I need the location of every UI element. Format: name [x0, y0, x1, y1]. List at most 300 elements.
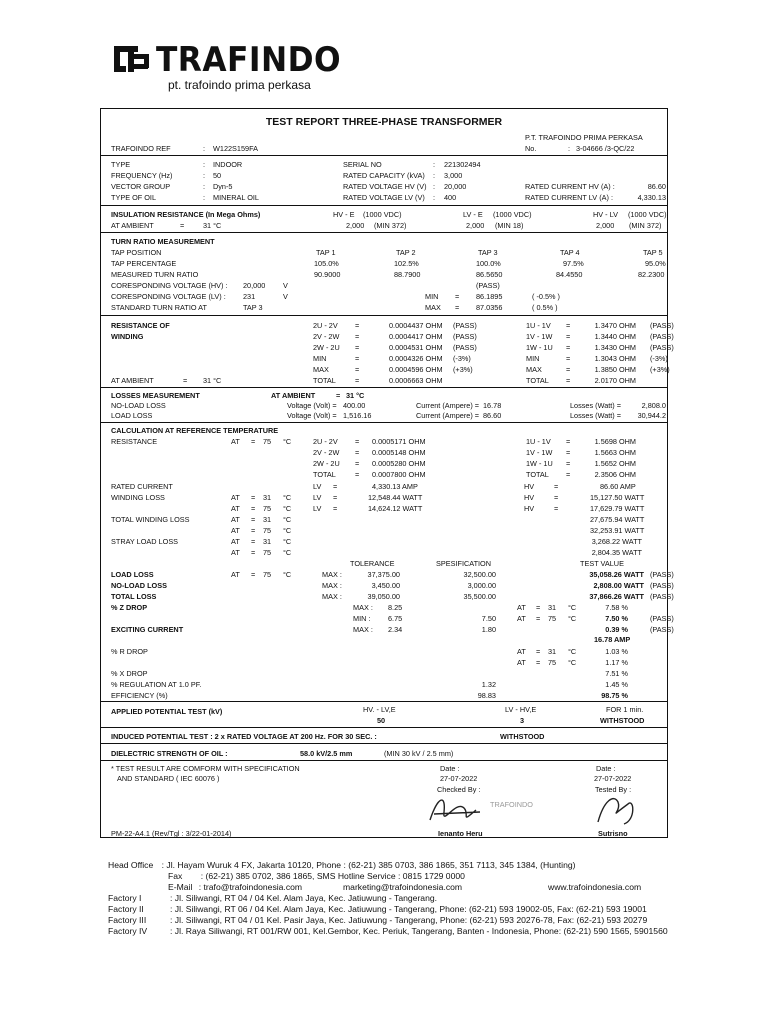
hve-min: (MIN 372) — [374, 221, 407, 230]
losses-ambient-value: 31 °C — [346, 391, 365, 400]
z-drop-label: % Z DROP — [111, 603, 148, 612]
equals: = — [355, 448, 360, 457]
footer-label: Fax — [168, 871, 183, 881]
turn-row-label: STANDARD TURN RATIO AT — [111, 303, 207, 312]
max-value: 87.0356 — [476, 303, 503, 312]
tap-percentage: 95.0% — [645, 259, 666, 268]
noload-loss-test: 2,808.00 WATT — [593, 581, 644, 590]
dielectric-label: DIELECTRIC STRENGTH OF OIL : — [111, 749, 228, 758]
divider — [100, 701, 668, 702]
noload-loss-tol: 3,450.00 — [371, 581, 400, 590]
stamp-text: TRAFOINDO — [490, 800, 533, 809]
at-label: AT — [517, 614, 526, 623]
voltage-label: Voltage (Volt) = — [287, 411, 337, 420]
turn-row-label: TAP PERCENTAGE — [111, 259, 177, 268]
tap-ratio: 86.5650 — [476, 270, 503, 279]
equals: = — [355, 365, 360, 374]
checked-by-label: Checked By : — [437, 785, 481, 794]
tap-position: TAP 5 — [643, 248, 663, 257]
tap-position: TAP 4 — [560, 248, 580, 257]
max-label: MAX : — [322, 581, 342, 590]
deg: °C — [283, 548, 292, 557]
colon: : — [433, 182, 436, 191]
footer-text: : Jl. Siliwangi, RT 04 / 01 Kel. Pasir Jaya, Kec. Jatiuwung - Tangerang, Phone: (62-21) 593 20276-78, Fax: (62-21) 593 20279 — [170, 915, 648, 925]
colon: : — [203, 160, 206, 169]
equals: = — [251, 437, 256, 446]
report-no-label: No. — [525, 144, 537, 153]
equals: = — [251, 548, 256, 557]
web-link[interactable]: www.trafoindonesia.com — [548, 882, 642, 892]
email-link[interactable]: : trafo@trafoindonesia.com — [198, 882, 303, 892]
equals: = — [333, 493, 338, 502]
type-label: TYPE — [111, 160, 131, 169]
total-loss-tol: 39,050.00 — [367, 592, 400, 601]
equals: = — [251, 526, 256, 535]
calc-hv-value: 0.0005280 OHM — [372, 459, 426, 468]
current-load: 86.60 — [483, 411, 502, 420]
calc-resistance: RESISTANCE — [111, 437, 158, 446]
equals: = — [536, 658, 541, 667]
lve-label: LV - E — [463, 210, 483, 219]
unit: V — [283, 292, 288, 301]
footer-text: : Jl. Hayam Wuruk 4 FX, Jakarta 10120, Phone : (62-21) 385 0703, 386 1865, 351 7113, 345 1384, (Hunting) — [161, 860, 576, 870]
email-link-2[interactable]: marketing@trafoindonesia.com — [343, 882, 463, 892]
capacity-value: 3,000 — [444, 171, 463, 180]
footer-factory-2 — [108, 904, 647, 915]
equals: = — [355, 343, 360, 352]
winding-loss-lv-31: 12,548.44 WATT — [368, 493, 423, 502]
at-label: AT — [517, 658, 526, 667]
hvlv-test: (1000 VDC) — [628, 210, 667, 219]
noload-loss-spec: 3,000.00 — [467, 581, 496, 590]
footer-factory-4 — [108, 926, 668, 937]
losses-load: 30,944.2 — [637, 411, 666, 420]
equals: = — [554, 482, 559, 491]
winding-hv-value: 0.0006663 OHM — [389, 376, 443, 385]
trafindo-logo-icon — [114, 44, 152, 76]
r-drop-label: % R DROP — [111, 647, 148, 656]
winding-title: RESISTANCE OF — [111, 321, 170, 330]
lve-min: (MIN 18) — [495, 221, 524, 230]
max-label: MAX : — [353, 625, 373, 634]
temp: 75 — [263, 437, 272, 446]
temp: 31 — [263, 515, 272, 524]
equals: = — [536, 647, 541, 656]
winding-lv-value: 1.3430 OHM — [594, 343, 636, 352]
equals: = — [251, 493, 256, 502]
equals: = — [566, 343, 571, 352]
calc-lv-value: 1.5663 OHM — [594, 448, 636, 457]
pass: (PASS) — [650, 625, 674, 634]
at-label: AT — [231, 526, 240, 535]
calc-hv-key: 2W - 2U — [313, 459, 340, 468]
turn-row-label: TAP POSITION — [111, 248, 162, 257]
at-label: AT — [517, 603, 526, 612]
tap-ratio: 82.2300 — [638, 270, 665, 279]
winding-lv-status: (+3%) — [650, 365, 670, 374]
equals: = — [566, 354, 571, 363]
noload-loss-label: NO-LOAD LOSS — [111, 581, 167, 590]
ref-label: TRAFOINDO REF — [111, 144, 171, 153]
hv-voltage: 20,000 — [243, 281, 266, 290]
min-label: MIN — [425, 292, 439, 301]
efficiency-label: EFFICIENCY (%) — [111, 691, 168, 700]
hvlv-value: 2,000 — [596, 221, 615, 230]
efficiency-spec: 98.83 — [477, 691, 496, 700]
at-label: AT — [231, 493, 240, 502]
temp: 75 — [263, 504, 272, 513]
max-label: MAX — [425, 303, 441, 312]
voltage-noload: 400.00 — [343, 401, 366, 410]
winding-hv-key: 2U - 2V — [313, 321, 338, 330]
tap-percentage: 102.5% — [394, 259, 419, 268]
equals: = — [180, 221, 185, 230]
hv-key: HV — [524, 482, 535, 491]
total-loss-label: TOTAL LOSS — [111, 592, 157, 601]
tap-percentage: 97.5% — [563, 259, 584, 268]
insulation-ambient-value: 31 °C — [203, 221, 222, 230]
winding-lv-value: 1.3440 OHM — [594, 332, 636, 341]
applied-label: APPLIED POTENTIAL TEST (kV) — [111, 707, 223, 716]
losses-noload: 2,808.0 — [641, 401, 666, 410]
winding-hv-status: (PASS) — [453, 321, 477, 330]
temp: 31 — [263, 493, 272, 502]
winding-loss-hv-31: 15,127.50 WATT — [590, 493, 645, 502]
equals: = — [355, 470, 360, 479]
spec-header: SPESIFICATION — [436, 559, 492, 568]
total-winding-loss-label: TOTAL WINDING LOSS — [111, 515, 190, 524]
ex-spec: 1.80 — [481, 625, 496, 634]
current-label: Current (Ampere) = — [416, 401, 480, 410]
winding-hv-key: MIN — [313, 354, 327, 363]
colon: : — [203, 171, 206, 180]
ilv-value: 4,330.13 — [637, 193, 666, 202]
footer-fax — [168, 871, 465, 882]
vector-label: VECTOR GROUP — [111, 182, 171, 191]
current-label: Current (Ampere) = — [416, 411, 480, 420]
std-tap: TAP 3 — [243, 303, 263, 312]
insulation-title: INSULATION RESISTANCE (In Mega Ohms) — [111, 210, 261, 219]
calc-hv-value: 0.0005148 OHM — [372, 448, 426, 457]
colon: : — [433, 160, 436, 169]
temp: 75 — [263, 526, 272, 535]
winding-lv-status: (-3%) — [650, 354, 668, 363]
winding-hv-value: 0.0004417 OHM — [389, 332, 443, 341]
date-label: Date : — [440, 764, 460, 773]
tap-ratio: 84.4550 — [556, 270, 583, 279]
tap-position: TAP 3 — [478, 248, 498, 257]
colon: : — [433, 171, 436, 180]
hve-value: 2,000 — [346, 221, 365, 230]
divider — [100, 205, 668, 206]
winding-lv-value: 1.3043 OHM — [594, 354, 636, 363]
losses-ambient-label: AT AMBIENT — [271, 391, 316, 400]
lv-value: 400 — [444, 193, 457, 202]
deg: °C — [283, 537, 292, 546]
turn-row-label: CORESPONDING VOLTAGE (HV) : — [111, 281, 228, 290]
load-loss-label: LOAD LOSS — [111, 570, 154, 579]
company-name: P.T. TRAFOINDO PRIMA PERKASA — [525, 133, 643, 142]
winding-hv-value: 0.0004596 OHM — [389, 365, 443, 374]
form-code: PM-22-A4.1 (Rev/Tgl : 3/22-01-2014) — [111, 829, 232, 838]
hvlv-label: HV - LV — [593, 210, 619, 219]
calc-lv-value: 1.5698 OHM — [594, 437, 636, 446]
equals: = — [554, 504, 559, 513]
x-drop-label: % X DROP — [111, 669, 148, 678]
divider — [100, 315, 668, 316]
winding-lv-status: (PASS) — [650, 321, 674, 330]
r-75: 1.17 % — [605, 658, 628, 667]
equals: = — [566, 459, 571, 468]
winding-hv-key: 2W - 2U — [313, 343, 340, 352]
max-tolerance: ( 0.5% ) — [532, 303, 558, 312]
dielectric-min: (MIN 30 kV / 2.5 mm) — [384, 749, 454, 758]
oil-value: MINERAL OIL — [213, 193, 259, 202]
hve-label: HV - E — [333, 210, 355, 219]
capacity-label: RATED CAPACITY (kVA) — [343, 171, 425, 180]
divider — [100, 727, 668, 728]
winding-lv-key: MAX — [526, 365, 542, 374]
at-label: AT — [231, 548, 240, 557]
hv-value: 20,000 — [444, 182, 467, 191]
winding-lv-key: TOTAL — [526, 376, 549, 385]
equals: = — [183, 376, 188, 385]
current-noload: 16.78 — [483, 401, 502, 410]
load-loss-test: 35,058.26 WATT — [589, 570, 644, 579]
equals: = — [455, 303, 460, 312]
ref-value: W122S159FA — [213, 144, 259, 153]
voltage-label: Voltage (Volt) = — [287, 401, 337, 410]
equals: = — [355, 376, 360, 385]
winding-hv-value: 0.0004326 OHM — [389, 354, 443, 363]
at-label: AT — [231, 570, 240, 579]
deg: °C — [568, 658, 577, 667]
x-drop-value: 7.51 % — [605, 669, 628, 678]
winding-lv-key: MIN — [526, 354, 540, 363]
losses-title: LOSSES MEASUREMENT — [111, 391, 200, 400]
hvlv-min: (MIN 372) — [629, 221, 662, 230]
equals: = — [355, 321, 360, 330]
lv-key: LV — [313, 493, 322, 502]
deg: °C — [283, 504, 292, 513]
equals: = — [566, 470, 571, 479]
calc-lv-value: 2.3506 OHM — [594, 470, 636, 479]
tap-position: TAP 1 — [316, 248, 336, 257]
unit: V — [283, 281, 288, 290]
pass: (PASS) — [650, 581, 674, 590]
deg: °C — [568, 614, 577, 623]
winding-lv-status: (PASS) — [650, 343, 674, 352]
max-label: MAX : — [322, 570, 342, 579]
equals: = — [251, 504, 256, 513]
report-no-value: 3-04666 /3-QC/22 — [576, 144, 635, 153]
equals: = — [333, 504, 338, 513]
winding-hv-status: (PASS) — [453, 332, 477, 341]
calc-hv-key: 2V - 2W — [313, 448, 340, 457]
footer-text: : Jl. Siliwangi, RT 04 / 04 Kel. Alam Jaya, Kec. Jatiuwung - Tangerang. — [170, 893, 438, 903]
calc-lv-key: 1U - 1V — [526, 437, 551, 446]
min-tolerance: ( -0.5% ) — [532, 292, 560, 301]
hve-test: (1000 VDC) — [363, 210, 402, 219]
winding-loss-lv-75: 14,624.12 WATT — [368, 504, 423, 513]
ex-amp: 16.78 AMP — [594, 635, 631, 644]
colon: : — [203, 193, 206, 202]
winding-lv-key: 1W - 1U — [526, 343, 553, 352]
winding-lv-status: (PASS) — [650, 332, 674, 341]
ref-colon: : — [203, 144, 206, 153]
divider — [100, 387, 668, 388]
lv-key: LV — [313, 504, 322, 513]
min-label: MIN : — [353, 614, 371, 623]
r-31: 1.03 % — [605, 647, 628, 656]
footer-label: Factory IV — [108, 926, 148, 936]
equals: = — [336, 391, 341, 400]
pass: (PASS) — [650, 592, 674, 601]
calc-lv-key: 1V - 1W — [526, 448, 553, 457]
lv-label: RATED VOLTAGE LV (V) — [343, 193, 425, 202]
z-31: 7.58 % — [605, 603, 628, 612]
applied-lv-value: 3 — [520, 716, 525, 725]
exciting-current-label: EXCITING CURRENT — [111, 625, 184, 634]
deg: °C — [283, 570, 292, 579]
regulation-value: 1.45 % — [605, 680, 628, 689]
colon: : — [433, 193, 436, 202]
induced-label: INDUCED POTENTIAL TEST : 2 x RATED VOLTAGE AT 200 Hz. FOR 30 SEC. : — [111, 732, 377, 741]
equals: = — [566, 376, 571, 385]
temp: 75 — [263, 548, 272, 557]
equals: = — [554, 493, 559, 502]
date-label: Date : — [596, 764, 616, 773]
footer-factory-1 — [108, 893, 437, 904]
load-loss-tol: 37,375.00 — [367, 570, 400, 579]
checker-name: Ienanto Heru — [438, 829, 483, 838]
winding-hv-key: TOTAL — [313, 376, 336, 385]
at-label: AT — [517, 647, 526, 656]
calc-hv-key: 2U - 2V — [313, 437, 338, 446]
applied-result: WITHSTOOD — [600, 716, 645, 725]
temp: 31 — [548, 603, 557, 612]
footer-text: : (62-21) 385 0702, 386 1865, SMS Hotline Service : 0815 1729 0000 — [200, 871, 465, 881]
applied-duration: FOR 1 min. — [606, 705, 644, 714]
winding-hv-status: (-3%) — [453, 354, 471, 363]
footer-head-office — [108, 860, 576, 871]
temp: 75 — [263, 570, 272, 579]
footer-text: : Jl. Raya Siliwangi, RT 001/RW 001, Kel.Gembor, Kec. Periuk, Tangerang, Banten - Indonesia, Phone: (62-21) 590 1565, 5901560 — [170, 926, 668, 936]
freq-value: 50 — [213, 171, 222, 180]
report-no-colon: : — [568, 144, 571, 153]
divider — [100, 743, 668, 744]
deg: °C — [568, 603, 577, 612]
winding-hv-key: MAX — [313, 365, 329, 374]
pass: (PASS) — [650, 614, 674, 623]
tap-ratio: 90.9000 — [314, 270, 341, 279]
dielectric-value: 58.0 kV/2.5 mm — [300, 749, 353, 758]
winding-lv-value: 1.3850 OHM — [594, 365, 636, 374]
equals: = — [355, 459, 360, 468]
equals: = — [536, 603, 541, 612]
at-label: AT — [231, 504, 240, 513]
turn-row-label: CORESPONDING VOLTAGE (LV) : — [111, 292, 226, 301]
equals: = — [251, 570, 256, 579]
calc-lv-value: 1.5652 OHM — [594, 459, 636, 468]
equals: = — [536, 614, 541, 623]
type-value: INDOOR — [213, 160, 243, 169]
vector-value: Dyn-5 — [213, 182, 233, 191]
voltage-load: 1,516.16 — [343, 411, 372, 420]
tap3-pass: (PASS) — [476, 281, 500, 290]
equals: = — [355, 332, 360, 341]
noload-label: NO-LOAD LOSS — [111, 401, 166, 410]
turn-ratio-title: TURN RATIO MEASUREMENT — [111, 237, 215, 246]
hv-key: HV — [524, 504, 535, 513]
remark-line-1: * TEST RESULT ARE COMFORM WITH SPECIFICATION — [111, 764, 300, 773]
footer-email — [168, 882, 302, 893]
total-loss-test: 37,866.26 WATT — [589, 592, 644, 601]
winding-lv-value: 2.0170 OHM — [594, 376, 636, 385]
equals: = — [566, 332, 571, 341]
equals: = — [566, 365, 571, 374]
max-label: MAX : — [322, 592, 342, 601]
divider — [100, 422, 668, 423]
date-checked: 27-07-2022 — [440, 774, 478, 783]
turn-row-label: MEASURED TURN RATIO — [111, 270, 199, 279]
footer-text: : Jl. Siliwangi, RT 06 / 04 Kel. Alam Jaya, Kec. Jatiuwung - Tangerang, Phone: (62-21) 593 19002-05, Fax: (62-21) 593 19001 — [170, 904, 647, 914]
deg: °C — [568, 647, 577, 656]
twl-31: 27,675.94 WATT — [590, 515, 645, 524]
rated-current-label: RATED CURRENT — [111, 482, 173, 491]
z-75: 7.50 % — [605, 614, 628, 623]
losses-label: Losses (Watt) = — [570, 411, 622, 420]
z-spec: 7.50 — [481, 614, 496, 623]
deg: °C — [283, 515, 292, 524]
lv-key: LV — [313, 482, 322, 491]
oil-label: TYPE OF OIL — [111, 193, 157, 202]
equals: = — [566, 321, 571, 330]
winding-lv-key: 1V - 1W — [526, 332, 553, 341]
pass: (PASS) — [650, 570, 674, 579]
losses-label: Losses (Watt) = — [570, 401, 622, 410]
winding-hv-value: 0.0004531 OHM — [389, 343, 443, 352]
calc-hv-key: TOTAL — [313, 470, 336, 479]
footer-label: Factory I — [108, 893, 142, 903]
serial-value: 221302494 — [444, 160, 481, 169]
calc-title: CALCULATION AT REFERENCE TEMPERATURE — [111, 426, 279, 435]
lve-test: (1000 VDC) — [493, 210, 532, 219]
hv-label: RATED VOLTAGE HV (V) — [343, 182, 427, 191]
report-title: TEST REPORT THREE-PHASE TRANSFORMER — [265, 116, 503, 128]
deg: °C — [283, 526, 292, 535]
divider — [100, 232, 668, 233]
colon: : — [203, 182, 206, 191]
equals: = — [251, 515, 256, 524]
temp: 31 — [263, 537, 272, 546]
ex-max: 2.34 — [388, 625, 403, 634]
lv-current: 4,330.13 AMP — [372, 482, 418, 491]
calc-hv-value: 0.0007800 OHM — [372, 470, 426, 479]
insulation-ambient-label: AT AMBIENT — [111, 221, 154, 230]
calc-hv-value: 0.0005171 OHM — [372, 437, 426, 446]
tolerance-header: TOLERANCE — [350, 559, 395, 568]
divider — [100, 155, 668, 156]
tester-name: Sutrisno — [598, 829, 628, 838]
z-min: 6.75 — [388, 614, 403, 623]
equals: = — [566, 437, 571, 446]
footer-label: Factory III — [108, 915, 147, 925]
tap-position: TAP 2 — [396, 248, 416, 257]
footer-label: Factory II — [108, 904, 144, 914]
winding-hv-key: 2V - 2W — [313, 332, 340, 341]
tap-ratio: 88.7900 — [394, 270, 421, 279]
